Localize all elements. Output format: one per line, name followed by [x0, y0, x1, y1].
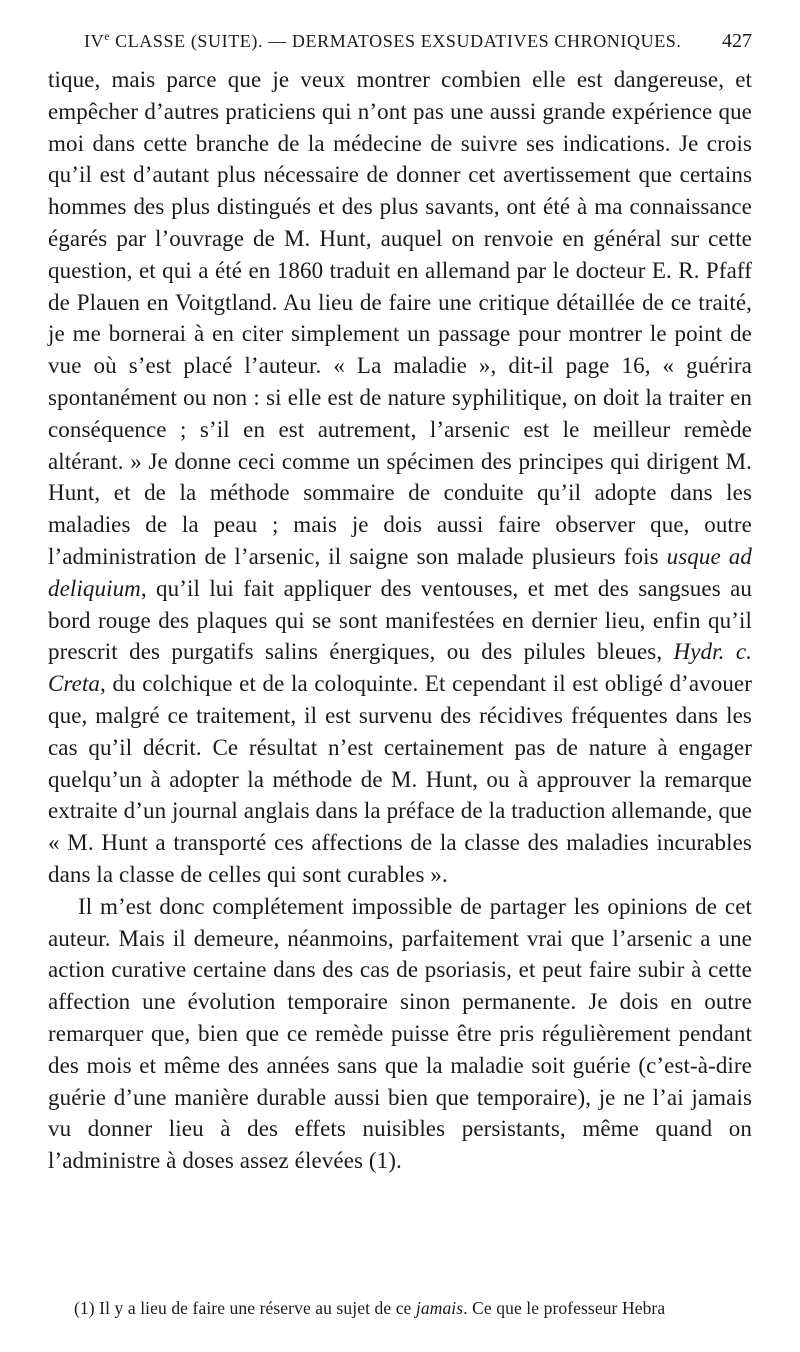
- paragraph-1-part-1: tique, mais parce que je veux montrer combien elle est dangereuse, et empêcher d’autres praticiens qui n’ont pas une aussi grande expérience que moi dans cette branche de la médecine de suivre ses indications. Je crois qu’il est d’autant plus nécessaire de donner cet avertissement que certains hommes des plus distingués et des plus savants, ont été à ma connaissance égarés par l’ouvrage de M. Hunt, auquel on renvoie en général sur cette question, et qui a été en 1860 traduit en allemand par le docteur E. R. Pfaff de Plauen en Voitgtland. Au lieu de faire une critique détaillée de ce traité, je me bornerai à en citer simplement un passage pour montrer le point de vue où s’est placé l’auteur. « La maladie », dit-il page 16, « guérira spontanément ou non : si elle est de nature syphilitique, on doit la traiter en conséquence ; s’il en est autrement, l’arsenic est le meilleur remède altérant. » Je donne ceci comme un spécimen des principes qui dirigent M. Hunt, et de la méthode sommaire de conduite qu’il adopte dans les maladies de la peau ; mais je dois aussi faire observer que, outre l’administration de l’arsenic, il saigne son malade plusieurs fois: [48, 67, 752, 569]
- paragraph-1: [48, 64, 752, 891]
- footnote-part-2: . Ce que le professeur Hebra: [463, 1298, 666, 1318]
- chapter-roman: IV: [84, 31, 105, 51]
- chapter-sup: e: [104, 30, 110, 43]
- footnote-italic: jamais: [415, 1298, 464, 1318]
- paragraph-2: Il m’est donc complétement impossible de partager les opinions de cet auteur. Mais il demeure, néanmoins, parfaitement vrai que l’arsenic a une action curative certaine dans des cas de psoriasis, et peut faire subir à cette affection une évolution temporaire sinon permanente. Je dois en outre remarquer que, bien que ce remède puisse être pris régulièrement pendant des mois et même des années sans que la maladie soit guérie (c’est-à-dire guérie d’une manière durable aussi bien que temporaire), je ne l’ai jamais vu donner lieu à des effets nuisibles persistants, même quand on l’administre à doses assez élevées (1).: [48, 893, 752, 1174]
- body-text: [48, 64, 752, 1177]
- paragraph-1-part-2: , qu’il lui fait appliquer des ventouses, et met des sangsues au bord rouge des plaques qui se sont manifestées en dernier lieu, enfin qu’il prescrit des purgatifs salins énergiques, ou des pilules bleues,: [48, 575, 752, 665]
- book-page: [48, 30, 752, 1177]
- footnote-part-1: (1) Il y a lieu de faire une réserve au sujet de ce: [74, 1298, 416, 1318]
- chapter-title: [84, 30, 682, 52]
- paragraph-1-italic-2: Hydr. c. Creta: [48, 639, 752, 697]
- page-number: 427: [722, 30, 752, 52]
- chapter-heading: CLASSE (SUITE). — DERMATOSES EXSUDATIVES CHRONIQUES.: [110, 31, 682, 51]
- paragraph-1-part-3: , du colchique et de la coloquinte. Et cependant il est obligé d’avouer que, malgré ce traitement, il est survenu des récidives fréquentes dans les cas qu’il décrit. Ce résultat n’est certainement pas de nature à engager quelqu’un à adopter la méthode de M. Hunt, ou à approuver la remarque extraite d’un journal anglais dans la préface de la traduction allemande, que « M. Hunt a transporté ces affections de la classe des maladies incurables dans la classe de celles qui sont curables ».: [48, 671, 752, 887]
- running-head: [48, 30, 752, 64]
- paragraph-1-italic-1: usque ad deliquium: [48, 543, 752, 601]
- footnote: [74, 1296, 754, 1320]
